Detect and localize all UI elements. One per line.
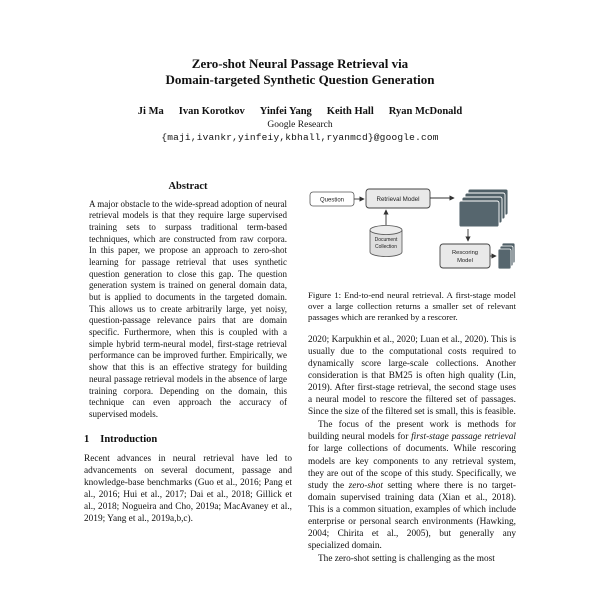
rescoring-model-label-2: Model xyxy=(457,257,473,264)
paper-title-line2: Domain-targeted Synthetic Question Generation xyxy=(165,72,435,88)
document-collection-cylinder xyxy=(370,225,402,256)
reranked-passages-stack xyxy=(498,243,515,269)
retrieved-passages-stack xyxy=(459,189,508,227)
intro-paragraph: Recent advances in neural retrieval have led to advancements on several document, passage and knowledge-base benchmarks (Guo et al., 2016; Pang et al., 2016; Hui et al., 2017; Dai et al., 2018; Gillick et al., 2018; Nogueira and Cho, 2019a; MacAvaney et al., 2019; Yang et al., 2019a,b,c). xyxy=(84,453,292,524)
section-heading-introduction xyxy=(84,434,292,445)
right-column xyxy=(308,181,516,566)
abstract-heading: Abstract xyxy=(168,180,208,192)
body-paragraph: 2020; Karpukhin et al., 2020; Luan et al., 2020). This is usually due to the computational costs required to dynamically score large-scale collections. Another consideration is that BM25 is often high quality (Lin, 2019). After first-stage retrieval, the second stage uses a neural model to rescore the filtered set of passages. Since the size of the filtered set is small, this is feasible. xyxy=(308,334,516,418)
text-run-italic: first-stage passage retrieval xyxy=(411,432,516,443)
question-label: Question xyxy=(319,197,345,203)
paper-title-line1: Zero-shot Neural Passage Retrieval via xyxy=(191,56,409,71)
section-number: 1 xyxy=(84,433,90,445)
retrieval-model-label: Retrieval Model xyxy=(376,195,420,203)
text-run: The focus of the present work is methods for building neural models for xyxy=(308,420,516,443)
email-line: {maji,ivankr,yinfeiy,kbhall,ryanmcd}@google.com xyxy=(161,131,439,143)
text-run-italic: zero-shot xyxy=(348,480,383,491)
document-collection-label-1: Document xyxy=(374,236,398,243)
author-name: Ji Ma xyxy=(137,105,164,117)
body-paragraph xyxy=(308,419,516,552)
author-line xyxy=(0,106,600,117)
paper-title xyxy=(0,56,600,89)
paper-header xyxy=(0,0,600,143)
document-collection-label-2: Collection xyxy=(375,243,397,250)
rescoring-model-label-1: Rescoring xyxy=(451,249,479,256)
author-name: Yinfei Yang xyxy=(259,105,312,117)
abstract-text: A major obstacle to the wide-spread adoption of neural retrieval models is that they require large supervised training sets to surpass traditional term-based techniques, which are constructed from raw corpora. In this paper, we propose an approach to zero-shot learning for passage retrieval that uses synthetic question generation to close this gap. The question generation system is trained on general domain data, but is applied to documents in the targeted domain. This allows us to create arbitrarily large, yet noisy, question-passage relevance pairs that are domain specific. Furthermore, when this is coupled with a simple hybrid term-neural model, first-stage retrieval performance can be improved further. Empirically, we show that this is an effective strategy for building neural passage retrieval models in the absence of large training corpora. Depending on the domain, this technique can even approach the accuracy of supervised models. xyxy=(89,198,287,419)
section-title: Introduction xyxy=(100,433,158,445)
figure-1-diagram xyxy=(308,183,516,283)
left-column xyxy=(84,181,292,566)
text-run: for large collections of documents. While rescoring models are key components to any retrieval system, they are out of the scope of this study. Specifically, we study the xyxy=(308,444,516,491)
author-name: Ryan McDonald xyxy=(388,105,463,117)
author-name: Ivan Korotkov xyxy=(178,105,245,117)
text-run: setting where there is no target-domain supervised training data (Xian et al., 2018). This is a common situation, examples of which include enterprise or personal search environments (Hawking, 2004; Chirita et al., 2005), but generally any specialized domain. xyxy=(308,480,517,552)
rescoring-model-box xyxy=(440,244,490,268)
author-name: Keith Hall xyxy=(326,105,374,117)
affiliation: Google Research xyxy=(267,119,333,130)
figure-1 xyxy=(308,183,516,324)
figure-1-caption: Figure 1: End-to-end neural retrieval. A first-stage model over a large collection returns a smaller set of relevant passages which are reranked by a rescorer. xyxy=(308,289,516,323)
two-column-body xyxy=(0,181,600,566)
body-paragraph: The zero-shot setting is challenging as the most xyxy=(318,554,495,565)
